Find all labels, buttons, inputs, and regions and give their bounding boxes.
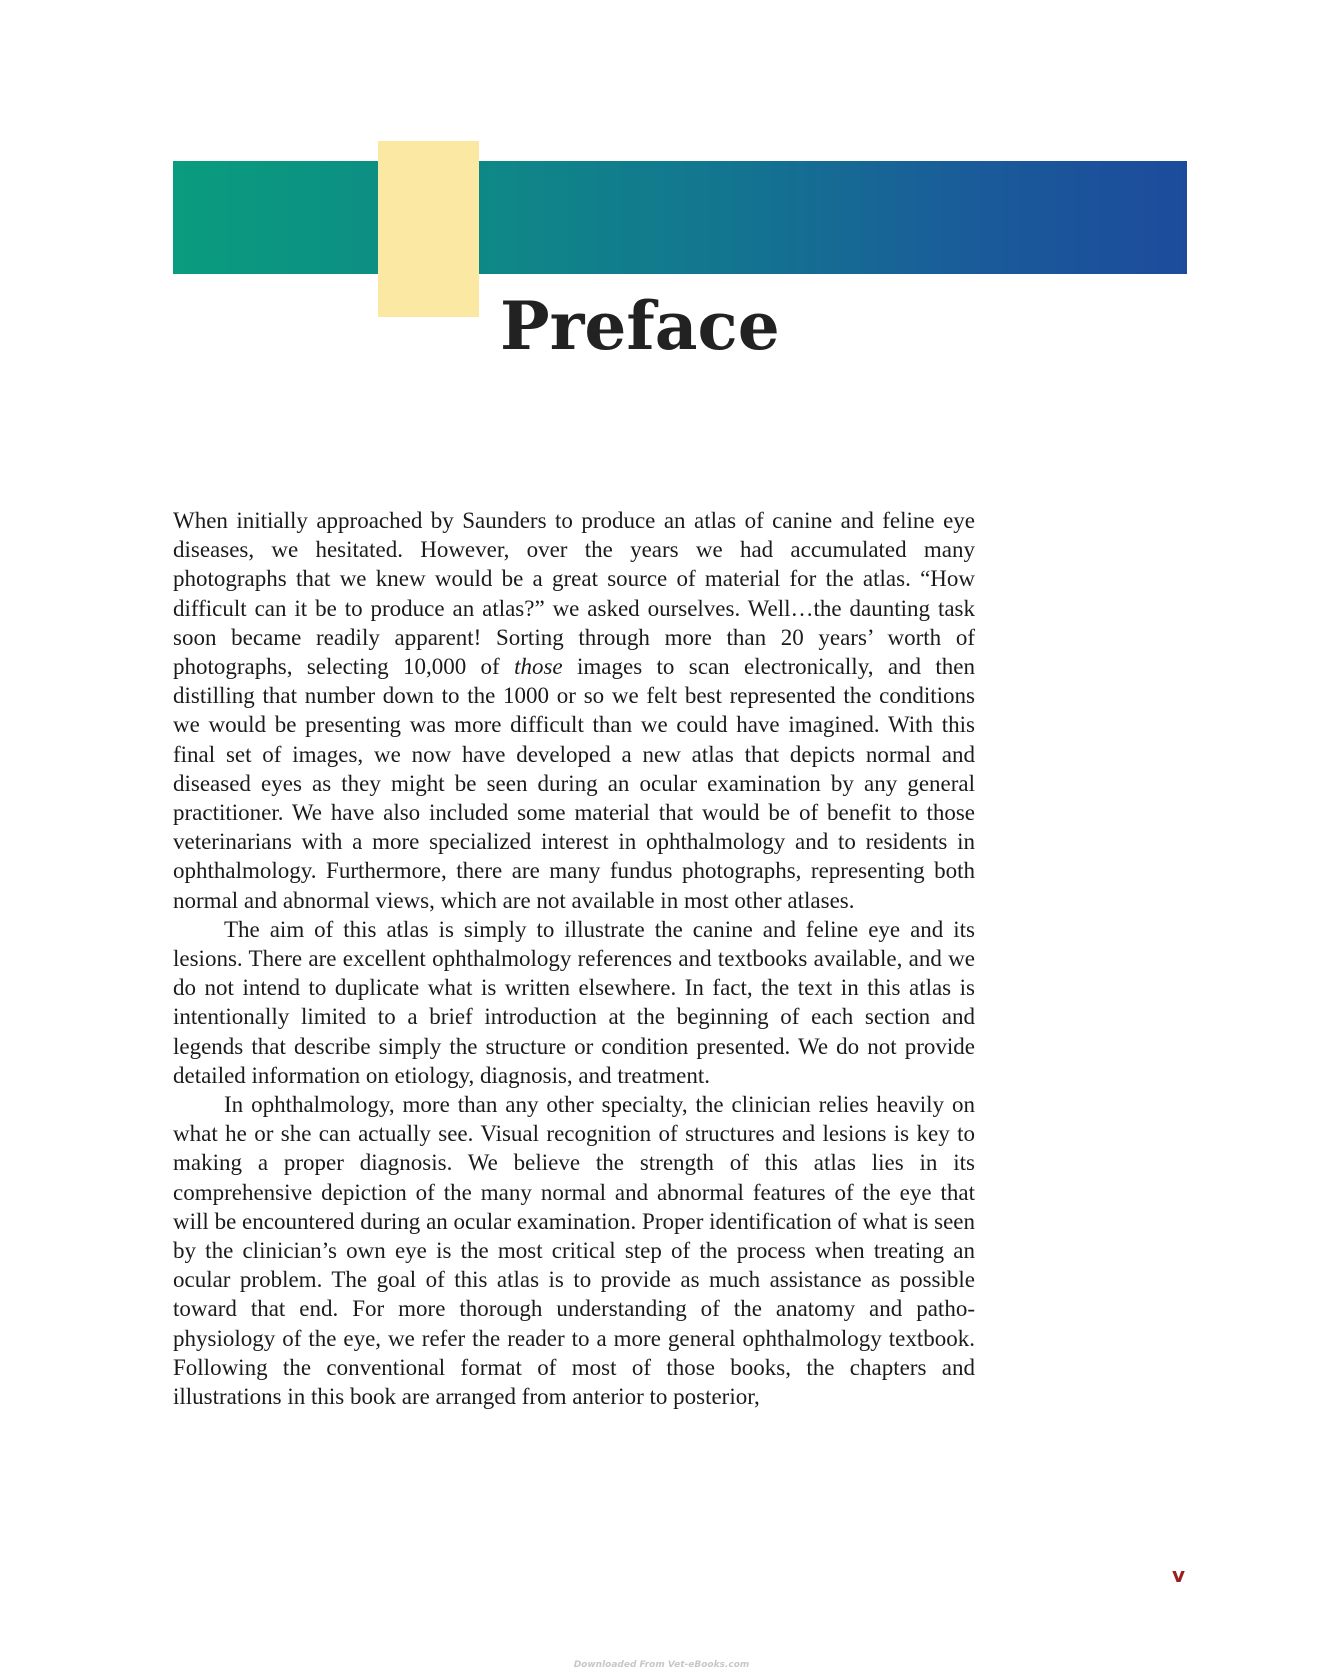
page-number: v [1172, 1563, 1186, 1587]
paragraph-1 [173, 506, 975, 915]
paragraph-2 [173, 915, 975, 1090]
header-accent-block [378, 141, 479, 317]
paragraph-1-text-a: When initially approached by Saunders to produce an atlas of canine and feline eye diseases, we hesitated. However, over the years we had accumulated many photographs that we knew would be a great source of material for the atlas. “How difficult can it be to produce an atlas?” we asked ourselves. Well…the daunting task soon became readily apparent! Sorting through more than 20 years’ worth of photographs, selecting 10,000 of [173, 508, 975, 680]
paragraph-1-italic-word: those [514, 654, 563, 680]
page-title: Preface [500, 287, 780, 365]
paragraph-3-text: In ophthalmology, more than any other specialty, the clinician relies heavily on what he or she can actually see. Visual recognition of structures and lesions is key to making a proper diagnosis. We believe the strength of this atlas lies in its comprehensive depiction of the many normal and abnormal features of the eye that will be encountered during an ocular examination. Proper identification of what is seen by the clinician’s own eye is the most critical step of the process when treating an ocular problem. The goal of this atlas is to provide as much assistance as possible toward that end. For more thorough understanding of the anatomy and pathophysiology of the eye, we refer the reader to a more general ophthalmology textbook. Following the conventional format of most of those books, the chapters and illustrations in this book are arranged from anterior to posterior, [173, 1092, 975, 1410]
body-text [173, 506, 975, 1411]
footer-watermark: Downloaded From Vet-eBooks.com [573, 1660, 750, 1670]
paragraph-2-text: The aim of this atlas is simply to illustrate the canine and feline eye and its lesions. There are excellent ophthalmology references and textbooks available, and we do not intend to duplicate what is written elsewhere. In fact, the text in this atlas is intentionally limited to a brief introduction at the beginning of each section and legends that describe simply the structure or condition presented. We do not provide detailed information on etiology, diagnosis, and treatment. [173, 916, 975, 1088]
paragraph-1-text-b: images to scan electronically, and then distilling that number down to the 1000 or so we felt best represented the conditions we would be presenting was more difficult than we could have imagined. With this final set of images, we now have developed a new atlas that depicts normal and diseased eyes as they might be seen during an ocular examination by any general practitioner. We have also included some material that would be of benefit to those veterinarians with a more specialized interest in ophthalmology and to residents in ophthalmology. Furthermore, there are many fundus photographs, representing both normal and abnormal views, which are not available in most other atlases. [173, 654, 975, 913]
header-banner [173, 161, 1187, 274]
paragraph-3 [173, 1090, 975, 1411]
